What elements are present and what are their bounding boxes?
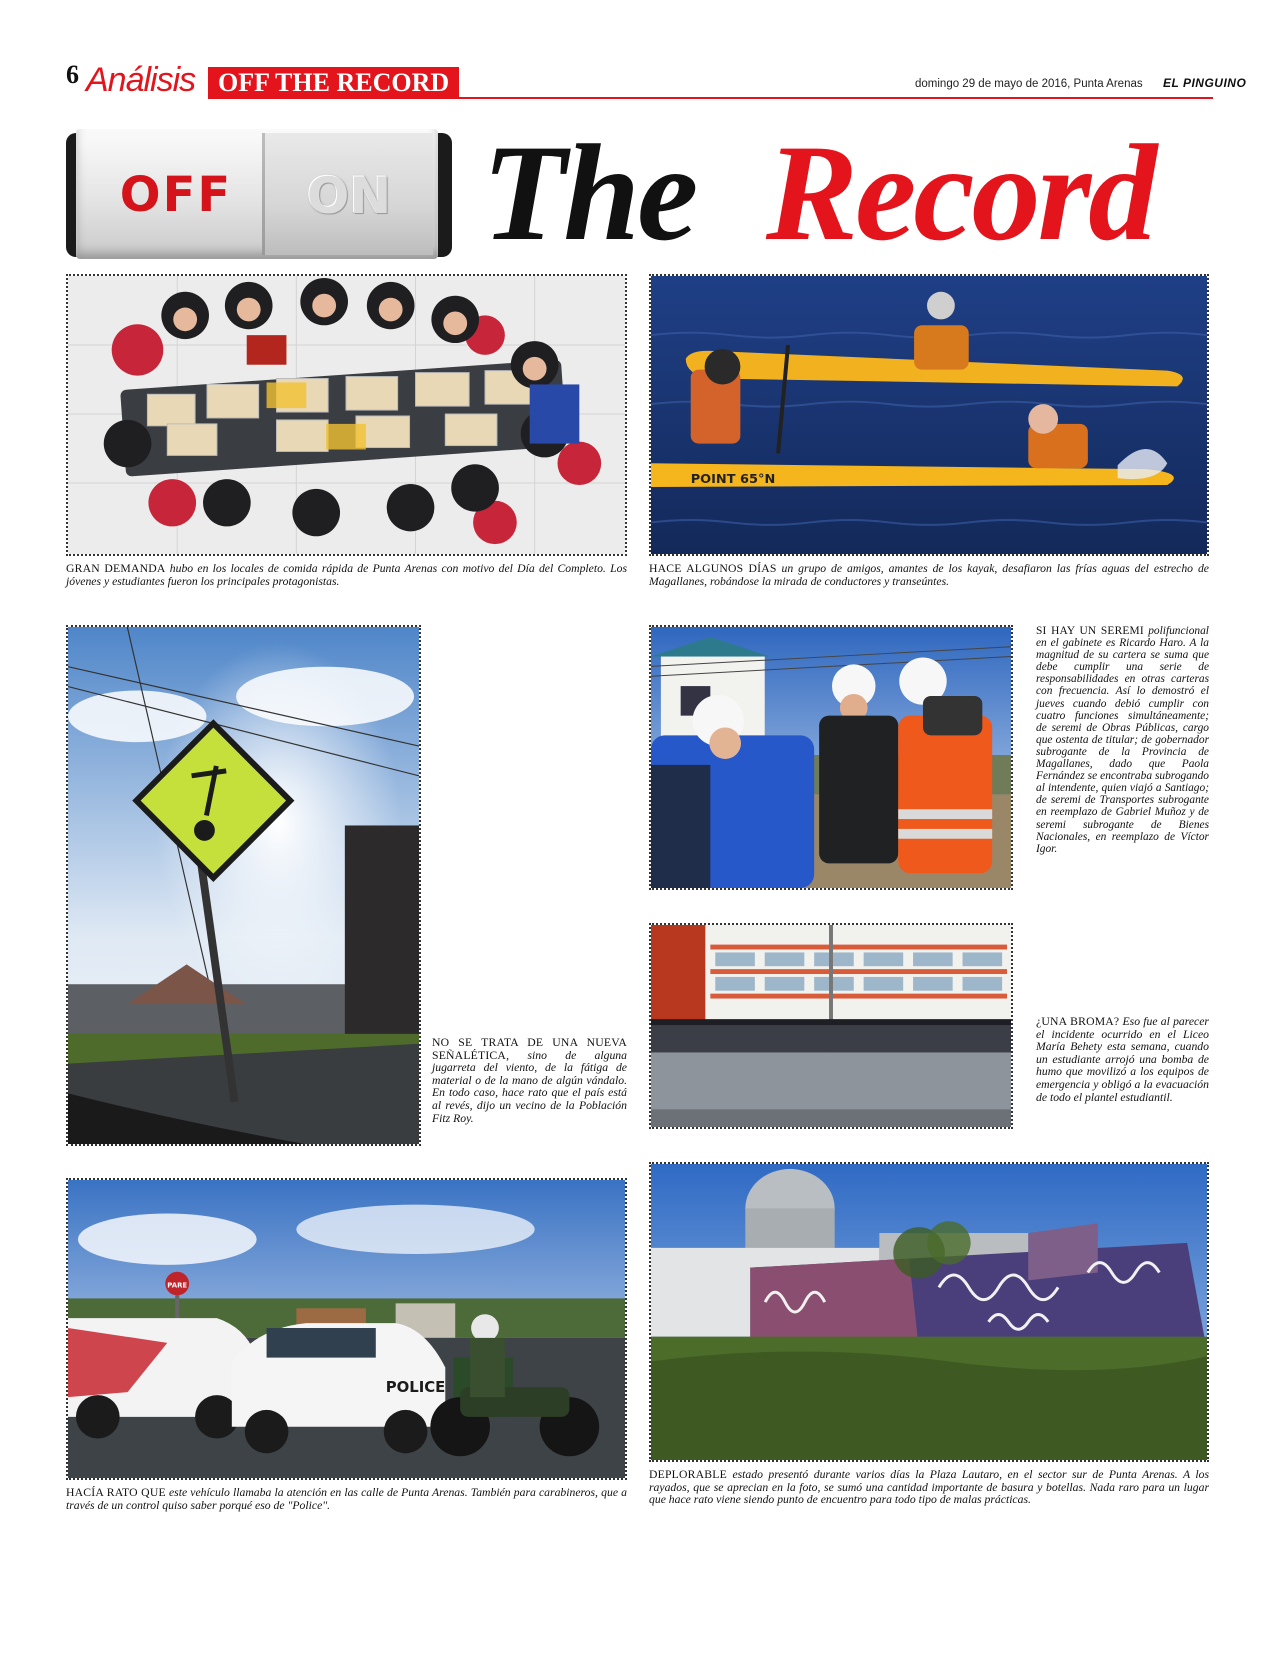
photo-kayakers: [649, 274, 1209, 556]
masthead-logo: EL PINGUINO: [1163, 76, 1247, 90]
caption-lead: DEPLORABLE: [649, 1468, 727, 1481]
dateline: domingo 29 de mayo de 2016, Punta Arenas: [915, 78, 1143, 90]
caption-seremi: [1036, 625, 1209, 855]
caption-body: hubo en los locales de comida rápida de Punta Arenas con motivo del Día del Completo. Los jóvenes y estudiantes fueron los principales protagonistas.: [66, 562, 628, 588]
caption-liceo: [1036, 1016, 1209, 1104]
page-number: 6: [66, 60, 79, 89]
caption-body: un grupo de amigos, amantes de los kayak, desafiaron las frías aguas del estrecho de Magallanes, robándose la mirada de conductores y transeúntes.: [649, 562, 1209, 588]
caption-fast-food: [66, 563, 627, 588]
off-label: OFF: [119, 167, 233, 223]
caption-body: sino de alguna jugarreta del viento, de la fátiga de material o de la mano de algún vándalo. En todo caso, hace rato que el país está al revés, dijo un vecino de la Población Fitz Roy.: [432, 1048, 627, 1125]
section-tag: OFF THE RECORD: [208, 67, 459, 99]
caption-kayak: [649, 563, 1209, 588]
page-title-record: Record: [766, 116, 1155, 269]
photo-upside-down-sign: [66, 625, 421, 1146]
caption-body: Eso fue al parecer el incidente ocurrido en el Liceo María Behety esta semana, cuando un estudiante arrojó una bomba de humo que movilizó a los equipos de emergencia y obligó a la evacuación de todo el plantel estudiantil.: [1036, 1015, 1209, 1104]
switch-divider: [262, 133, 265, 255]
photo-fast-food-table: [66, 274, 627, 556]
caption-body: estado presentó durante varios días la Plaza Lautaro, en el sector sur de Punta Arenas. A los rayados, que se aprecian en la foto, se sumó una cantidad importante de basura y botellas. Nada raro para un lugar que hace rato viene siendo punto de encuentro para todo tipo de malas prácticas.: [649, 1468, 1209, 1507]
caption-body: este vehículo llamaba la atención en las calle de Punta Arenas. También para carabineros, que a través de un control quiso saber porqué eso de "Police".: [66, 1486, 627, 1512]
caption-body: polifuncional en el gabinete es Ricardo Haro. A la magnitud de su cartera se suma que debe cumplir una serie de responsabilidades en otras carteras con frecuencia. Así lo demostró el jueves cuando debió cumplir con cuatro funciones simultáneamente; de seremi de Obras Públicas, cargo que ostenta de titular; de gobernador subrogante de la Provincia de Magallanes, dado que Paola Fernández se encontraba subrogando al intendente, quien viajó a Santiago; de seremi de Transportes subrogante en reemplazo de Gabriel Muñoz y de seremi subrogante de Bienes Nacionales, en reemplazo de Víctor Igor.: [1036, 625, 1209, 855]
kayak-brand-text: POINT 65°N: [690, 472, 776, 488]
stop-sign-text: PARE: [167, 1281, 188, 1290]
caption-lead: SI HAY UN SEREMI: [1036, 625, 1144, 637]
photo-liceo-evacuation: [649, 923, 1013, 1129]
caption-plaza: [649, 1469, 1209, 1507]
caption-lead: HACE ALGUNOS DÍAS: [649, 562, 777, 575]
police-text-on-car: POLICE: [385, 1379, 446, 1397]
caption-lead: HACÍA RATO QUE: [66, 1486, 166, 1499]
caption-lead: NO SE TRATA DE UNA NUEVA SEÑALÉTICA,: [432, 1036, 627, 1062]
photo-plaza-lautaro-graffiti: [649, 1162, 1209, 1462]
caption-police: [66, 1487, 627, 1512]
photo-seremi-site-visit: [649, 625, 1013, 890]
header-rule: [208, 97, 1213, 99]
section-name: Análisis: [86, 61, 196, 99]
caption-sign: [432, 1037, 627, 1125]
photo-police-car-control: [66, 1178, 627, 1480]
page-title-the: The: [482, 116, 696, 269]
caption-lead: ¿UNA BROMA?: [1036, 1015, 1120, 1028]
caption-lead: GRAN DEMANDA: [66, 562, 166, 575]
on-label: ON: [306, 167, 392, 225]
